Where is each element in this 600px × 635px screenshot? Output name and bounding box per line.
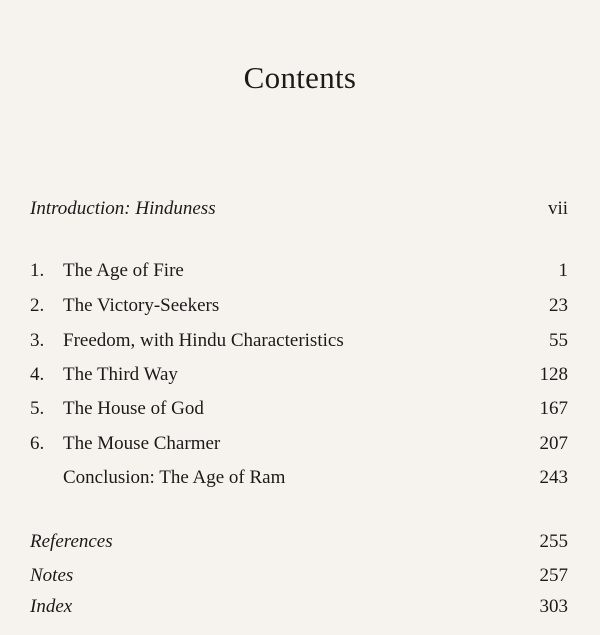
toc-entry-number: 1. [30, 260, 45, 281]
toc-entry-label: Introduction: Hinduness [30, 198, 216, 219]
toc-entry-number: 5. [30, 398, 45, 419]
toc-entry-label: Index [30, 596, 73, 617]
toc-entry-number: 6. [30, 433, 45, 454]
toc-entry-label: The Third Way [63, 364, 178, 385]
toc-entry-page: 1 [558, 260, 568, 281]
toc-entry-chapter-4 [30, 362, 568, 388]
toc-entry-label: The Mouse Charmer [63, 433, 221, 454]
toc-entry-index [30, 594, 568, 620]
toc-entry-page: 55 [549, 330, 568, 351]
toc-entry-chapter-5 [30, 396, 568, 422]
toc-entry-page: 243 [539, 467, 568, 488]
toc-entry-chapter-6 [30, 431, 568, 457]
toc-entry-label: The House of God [63, 398, 204, 419]
toc-entry-label: The Age of Fire [63, 260, 184, 281]
toc-entry-page: 255 [539, 531, 568, 552]
toc-entry-notes [30, 563, 568, 589]
toc-entry-page: vii [547, 198, 568, 219]
toc-entry-page: 257 [539, 565, 568, 586]
toc-entry-chapter-2 [30, 293, 568, 319]
toc-entry-number: 2. [30, 295, 45, 316]
toc-entry-page: 128 [539, 364, 568, 385]
toc-entry-label: The Victory-Seekers [63, 295, 220, 316]
toc-entry-references [30, 529, 568, 555]
toc-entry-label: Notes [30, 565, 74, 586]
toc-entry-chapter-3 [30, 328, 568, 354]
toc-entry-page: 303 [539, 596, 568, 617]
toc-entry-page: 207 [539, 433, 568, 454]
toc-entry-page: 167 [539, 398, 568, 419]
toc-entry-page: 23 [549, 295, 568, 316]
toc-entry-label: Freedom, with Hindu Characteristics [63, 330, 344, 351]
toc-entry-number: 3. [30, 330, 45, 351]
toc-entry-label: References [30, 531, 113, 552]
toc-entry-introduction [30, 196, 568, 222]
toc-entry-conclusion [30, 465, 568, 491]
toc-entry-chapter-1 [30, 258, 568, 284]
toc-entry-number: 4. [30, 364, 45, 385]
page-title: Contents [243, 60, 357, 95]
toc-entry-label: Conclusion: The Age of Ram [63, 467, 286, 488]
